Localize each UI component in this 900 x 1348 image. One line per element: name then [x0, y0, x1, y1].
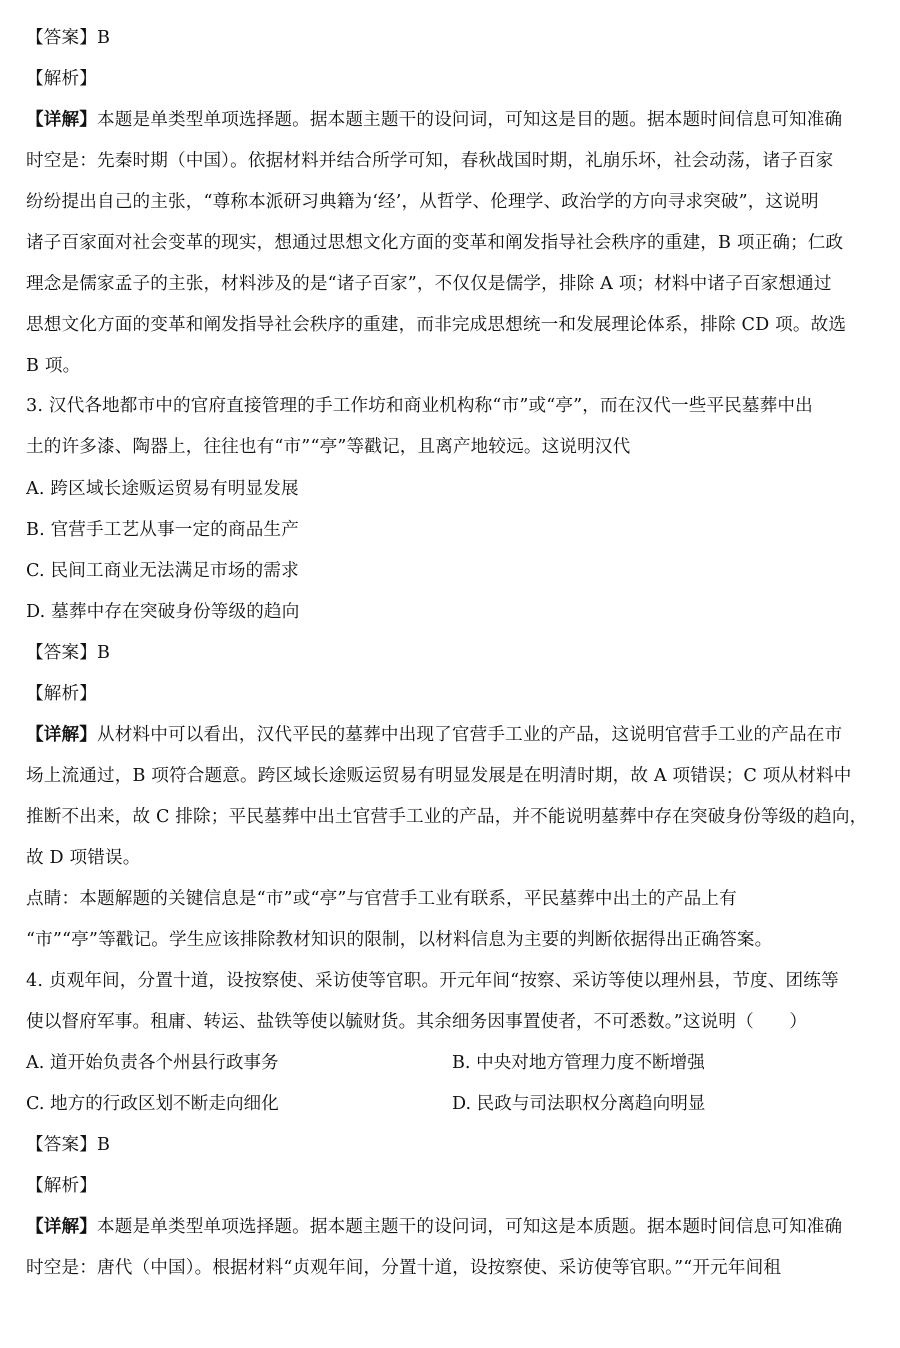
q4-detail-line-1: [26, 1215, 886, 1239]
prev-detail-text-1: 本题是单类型单项选择题。据本题主题干的设问词，可知这是目的题。据本题时间信息可知准确: [96, 110, 843, 130]
q4-detail-line-2: 时空是：唐代（中国）。根据材料“贞观年间，分置十道，设按察使、采访使等官职。”“开元年间租: [26, 1258, 782, 1278]
q4-option-c: C. 地方的行政区划不断走向细化: [26, 1094, 279, 1114]
prev-detail-label: 【详解】: [26, 109, 97, 130]
q3-option-d: D. 墓葬中存在突破身份等级的趋向: [26, 602, 300, 622]
q3-detail-line-3: 推断不出来，故 C 排除；平民墓葬中出土官营手工业的产品，并不能说明墓葬中存在突破身份等级的趋向，: [26, 807, 868, 827]
q4-option-b: B. 中央对地方管理力度不断增强: [452, 1053, 705, 1073]
q3-comment-line-1: 点睛：本题解题的关键信息是“市”或“亭”与官营手工业有联系，平民墓葬中出土的产品上有: [26, 889, 737, 909]
prev-detail-line-3: 纷纷提出自己的主张，“尊称本派研习典籍为‘经’，从哲学、伦理学、政治学的方向寻求突破”，这说明: [26, 192, 819, 212]
q3-option-a: A. 跨区域长途贩运贸易有明显发展: [26, 479, 299, 499]
q4-detail-text-1: 本题是单类型单项选择题。据本题主题干的设问词，可知这是本质题。据本题时间信息可知准确: [96, 1217, 843, 1237]
prev-detail-line-4: 诸子百家面对社会变革的现实，想通过思想文化方面的变革和阐发指导社会秩序的重建，B 项正确；仁政: [26, 233, 844, 253]
q4-option-a: A. 道开始负责各个州县行政事务: [26, 1053, 279, 1073]
q4-analysis-label: 【解析】: [26, 1176, 97, 1196]
prev-detail-line-5: 理念是儒家孟子的主张，材料涉及的是“诸子百家”，不仅仅是儒学，排除 A 项；材料中诸子百家想通过: [26, 274, 832, 294]
q3-detail-text-1: 从材料中可以看出，汉代平民的墓葬中出现了官营手工业的产品，这说明官营手工业的产品在市: [96, 725, 843, 745]
prev-detail-line-6: 思想文化方面的变革和阐发指导社会秩序的重建，而非完成思想统一和发展理论体系，排除 CD 项。故选: [26, 315, 847, 335]
q4-option-d: D. 民政与司法职权分离趋向明显: [452, 1094, 706, 1114]
q4-detail-label: 【详解】: [26, 1216, 97, 1237]
q3-detail-line-2: 场上流通过，B 项符合题意。跨区域长途贩运贸易有明显发展是在明清时期，故 A 项错误；C 项从材料中: [26, 766, 852, 786]
q4-stem-line-2: 使以督府军事。租庸、转运、盐铁等使以毓财货。其余细务因事置使者，不可悉数。”这说明（ ）: [26, 1012, 808, 1032]
q3-detail-label: 【详解】: [26, 724, 97, 745]
q4-answer: 【答案】B: [26, 1135, 111, 1155]
q3-option-c: C. 民间工商业无法满足市场的需求: [26, 561, 299, 581]
prev-analysis-label: 【解析】: [26, 69, 97, 89]
q3-option-b: B. 官营手工艺从事一定的商品生产: [26, 520, 299, 540]
q3-detail-line-4: 故 D 项错误。: [26, 848, 141, 868]
q3-answer: 【答案】B: [26, 643, 111, 663]
prev-detail-line-1: [26, 108, 886, 132]
prev-detail-line-2: 时空是：先秦时期（中国）。依据材料并结合所学可知，春秋战国时期，礼崩乐坏，社会动荡，诸子百家: [26, 151, 834, 171]
q3-analysis-label: 【解析】: [26, 684, 97, 704]
q3-stem-line-1: 3. 汉代各地都市中的官府直接管理的手工作坊和商业机构称“市”或“亭”，而在汉代一些平民墓葬中出: [26, 396, 813, 416]
q3-detail-line-1: [26, 723, 886, 747]
q3-comment-line-2: “市”“亭”等戳记。学生应该排除教材知识的限制，以材料信息为主要的判断依据得出正确答案。: [26, 930, 773, 950]
q4-stem-line-1: 4. 贞观年间，分置十道，设按察使、采访使等官职。开元年间“按察、采访等使以理州县，节度、团练等: [26, 971, 839, 991]
q3-stem-line-2: 土的许多漆、陶器上，往往也有“市”“亭”等戳记，且离产地较远。这说明汉代: [26, 437, 631, 457]
prev-answer: 【答案】B: [26, 28, 111, 48]
prev-detail-line-7: B 项。: [26, 356, 81, 376]
